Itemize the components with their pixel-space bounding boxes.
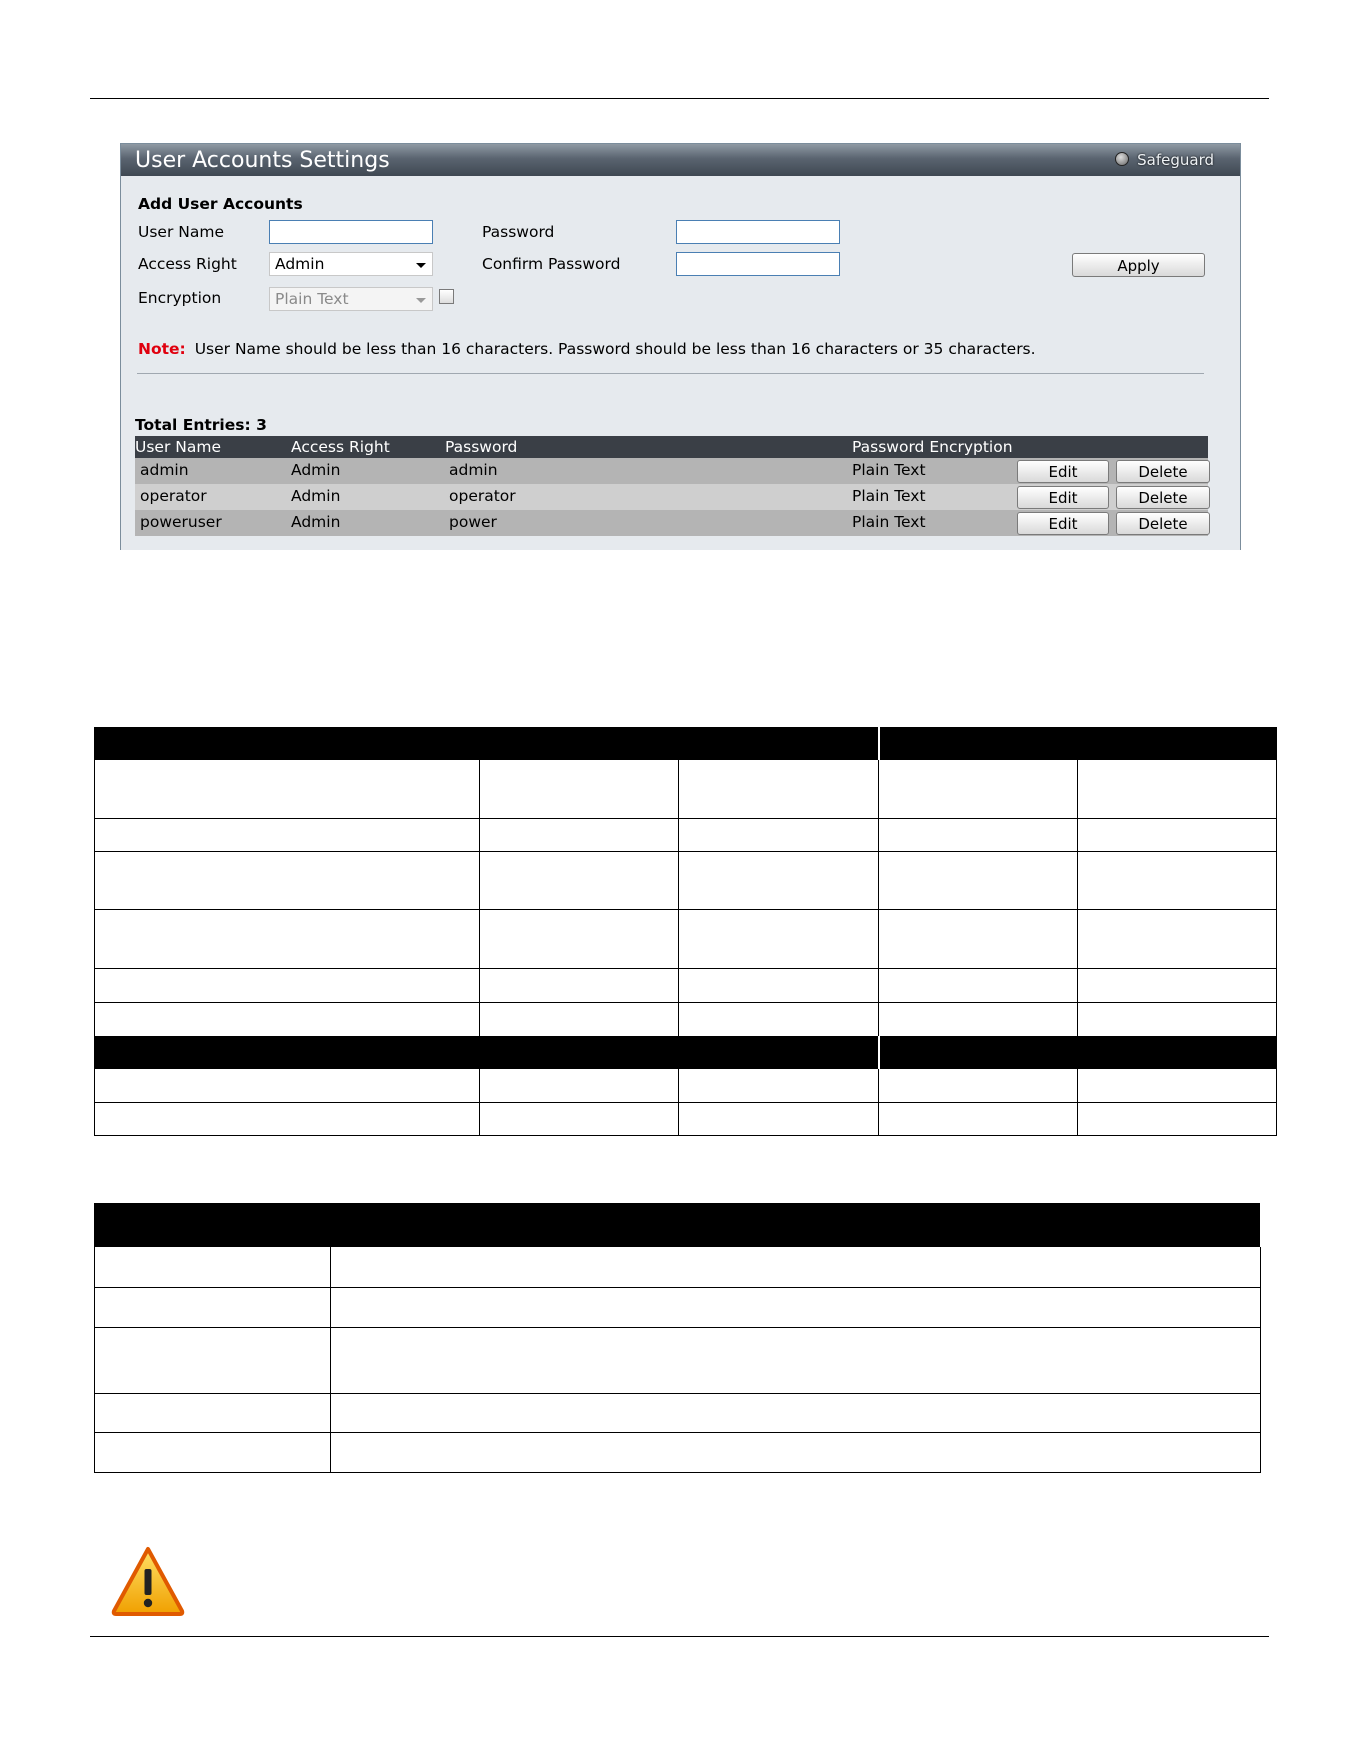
grid-line — [94, 851, 1277, 852]
encryption-value: Plain Text — [275, 290, 349, 308]
safeguard-indicator — [1115, 151, 1214, 169]
grid-line — [1276, 760, 1277, 1036]
table-row — [135, 484, 1208, 510]
grid-line — [94, 968, 1277, 969]
section-title: Add User Accounts — [138, 195, 303, 213]
grid-line — [1260, 1247, 1261, 1473]
note — [138, 340, 1036, 358]
row-password: power — [449, 513, 497, 531]
user-name-input[interactable] — [269, 220, 433, 244]
delete-button[interactable]: Delete — [1116, 486, 1210, 509]
row-user: operator — [140, 487, 207, 505]
table-row — [135, 510, 1208, 536]
password-input[interactable] — [676, 220, 840, 244]
grid-line — [94, 1327, 1260, 1328]
grid-line — [330, 1247, 331, 1473]
col-user-name: User Name — [135, 438, 221, 456]
divider — [137, 373, 1204, 374]
privilege-table-header-left — [94, 727, 878, 760]
grid-line — [94, 1287, 1260, 1288]
privilege-table-header-right — [880, 727, 1277, 760]
footer-rule — [90, 1636, 1269, 1637]
row-user: poweruser — [140, 513, 222, 531]
grid-line — [878, 760, 879, 1036]
encryption-label: Encryption — [138, 289, 222, 307]
edit-button[interactable]: Edit — [1017, 486, 1109, 509]
row-password: operator — [449, 487, 516, 505]
row-access: Admin — [291, 461, 341, 479]
col-password-encryption: Password Encryption — [852, 438, 1013, 456]
row-access: Admin — [291, 513, 341, 531]
privilege-table-subheader-left — [94, 1036, 878, 1069]
delete-button[interactable]: Delete — [1116, 460, 1210, 483]
privilege-table-subheader-right — [880, 1036, 1277, 1069]
grid-line — [479, 760, 480, 1036]
user-accounts-panel — [120, 143, 1241, 550]
total-entries: Total Entries: 3 — [135, 416, 267, 434]
header-rule — [90, 98, 1269, 99]
grid-line — [1077, 760, 1078, 1036]
password-label: Password — [482, 223, 555, 241]
row-encryption: Plain Text — [852, 513, 926, 531]
edit-button[interactable]: Edit — [1017, 512, 1109, 535]
user-name-label: User Name — [138, 223, 224, 241]
grid-line — [94, 1247, 95, 1473]
access-right-value: Admin — [275, 255, 325, 273]
grid-line — [1276, 1069, 1277, 1136]
grid-line — [94, 1393, 1260, 1394]
encryption-checkbox[interactable] — [439, 289, 454, 304]
chevron-down-icon — [416, 263, 426, 268]
table-header — [135, 436, 1208, 458]
grid-line — [94, 1102, 1277, 1103]
grid-line — [94, 1069, 95, 1136]
grid-line — [678, 760, 679, 1036]
grid-line — [94, 1002, 1277, 1003]
row-encryption: Plain Text — [852, 461, 926, 479]
row-encryption: Plain Text — [852, 487, 926, 505]
warning-icon — [110, 1545, 186, 1621]
apply-button[interactable]: Apply — [1072, 253, 1205, 277]
grid-line — [94, 1135, 1277, 1136]
grid-line — [94, 760, 95, 1036]
confirm-password-input[interactable] — [676, 252, 840, 276]
chevron-down-icon — [416, 298, 426, 303]
grid-line — [878, 1069, 879, 1136]
grid-line — [1077, 1069, 1078, 1136]
col-password: Password — [445, 438, 518, 456]
access-right-select[interactable] — [269, 252, 433, 276]
row-access: Admin — [291, 487, 341, 505]
grid-line — [94, 1472, 1260, 1473]
note-text: User Name should be less than 16 characters. Password should be less than 16 characters or 35 characters. — [194, 340, 1036, 358]
encryption-select[interactable] — [269, 287, 433, 311]
grid-line — [94, 909, 1277, 910]
edit-button[interactable]: Edit — [1017, 460, 1109, 483]
access-right-label: Access Right — [138, 255, 237, 273]
row-password: admin — [449, 461, 498, 479]
grid-line — [678, 1069, 679, 1136]
row-user: admin — [140, 461, 189, 479]
panel-title-bar — [121, 144, 1240, 176]
col-access-right: Access Right — [291, 438, 390, 456]
confirm-password-label: Confirm Password — [482, 255, 621, 273]
grid-line — [94, 1432, 1260, 1433]
page-title: User Accounts Settings — [135, 148, 390, 173]
note-label: Note: — [138, 340, 186, 358]
grid-line — [479, 1069, 480, 1136]
table-row — [135, 458, 1208, 484]
grid-line — [94, 818, 1277, 819]
safeguard-label: Safeguard — [1137, 151, 1214, 169]
status-dot-icon — [1115, 152, 1129, 166]
delete-button[interactable]: Delete — [1116, 512, 1210, 535]
parameter-table-header — [94, 1203, 1260, 1247]
